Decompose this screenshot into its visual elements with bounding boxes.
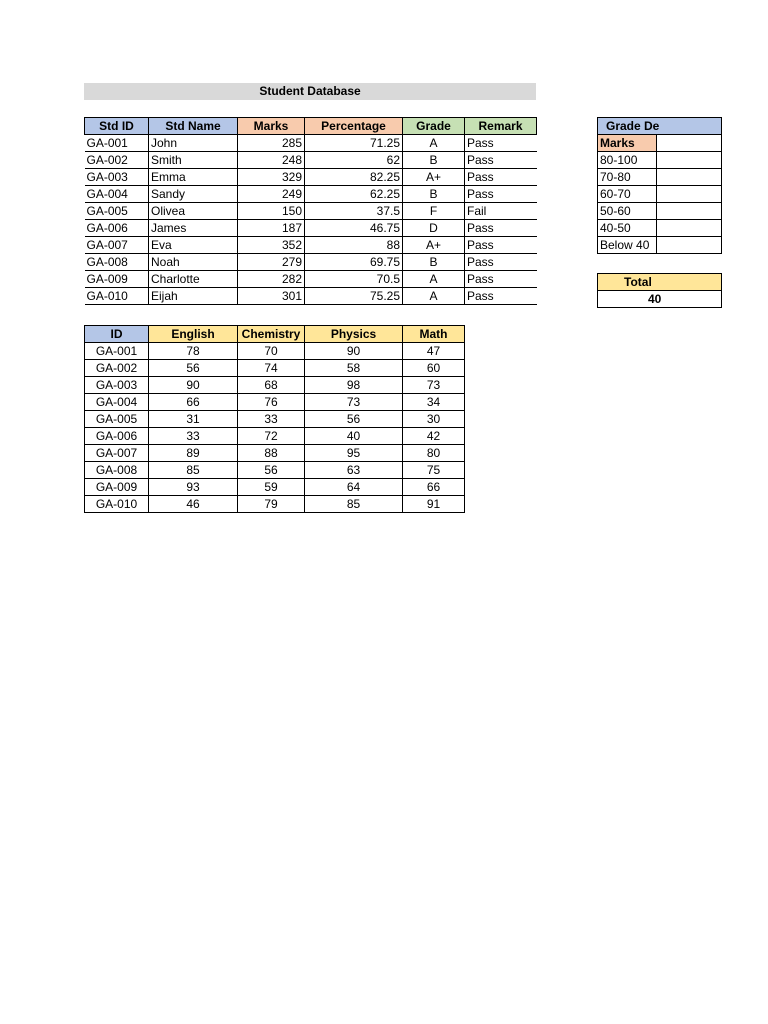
table-row [85, 288, 537, 305]
cell-std-id[interactable]: GA-010 [85, 288, 149, 305]
cell-grade[interactable]: A [403, 271, 465, 288]
cell-chemistry[interactable]: 59 [238, 479, 305, 496]
cell-marks[interactable]: 150 [238, 203, 305, 220]
grade-empty-cell[interactable] [657, 220, 722, 237]
cell-percentage[interactable]: 46.75 [305, 220, 403, 237]
cell-physics[interactable]: 58 [305, 360, 403, 377]
table-row [85, 220, 537, 237]
cell-physics[interactable]: 90 [305, 343, 403, 360]
cell-grade[interactable]: A [403, 288, 465, 305]
grade-range-cell[interactable]: 50-60 [598, 203, 657, 220]
cell-math[interactable]: 66 [403, 479, 465, 496]
cell-remark[interactable]: Fail [465, 203, 537, 220]
cell-chemistry[interactable]: 33 [238, 411, 305, 428]
cell-std-id[interactable]: GA-006 [85, 220, 149, 237]
cell-physics[interactable]: 85 [305, 496, 403, 513]
cell-id[interactable]: GA-004 [85, 394, 149, 411]
table-row [85, 271, 537, 288]
table-row [85, 360, 465, 377]
subject-table-header-row [85, 326, 465, 343]
cell-std-name[interactable]: Eijah [149, 288, 238, 305]
cell-math[interactable]: 75 [403, 462, 465, 479]
cell-math[interactable]: 47 [403, 343, 465, 360]
cell-id[interactable]: GA-009 [85, 479, 149, 496]
cell-std-id[interactable]: GA-004 [85, 186, 149, 203]
cell-math[interactable]: 30 [403, 411, 465, 428]
cell-marks[interactable]: 282 [238, 271, 305, 288]
cell-chemistry[interactable]: 68 [238, 377, 305, 394]
cell-percentage[interactable]: 62.25 [305, 186, 403, 203]
table-row [85, 186, 537, 203]
header-physics[interactable]: Physics [305, 326, 403, 343]
cell-english[interactable]: 85 [149, 462, 238, 479]
cell-std-name[interactable]: Smith [149, 152, 238, 169]
cell-percentage[interactable]: 75.25 [305, 288, 403, 305]
table-row [85, 237, 537, 254]
grade-range-cell[interactable]: 40-50 [598, 220, 657, 237]
table-row [85, 377, 465, 394]
table-row [85, 169, 537, 186]
cell-math[interactable]: 91 [403, 496, 465, 513]
cell-math[interactable]: 42 [403, 428, 465, 445]
grade-empty-cell[interactable] [657, 186, 722, 203]
grade-marks-subheader[interactable]: Marks [598, 135, 657, 152]
cell-id[interactable]: GA-002 [85, 360, 149, 377]
cell-math[interactable]: 73 [403, 377, 465, 394]
cell-std-name[interactable]: Emma [149, 169, 238, 186]
cell-math[interactable]: 80 [403, 445, 465, 462]
cell-physics[interactable]: 95 [305, 445, 403, 462]
cell-remark[interactable]: Pass [465, 237, 537, 254]
cell-id[interactable]: GA-003 [85, 377, 149, 394]
cell-physics[interactable]: 64 [305, 479, 403, 496]
cell-id[interactable]: GA-008 [85, 462, 149, 479]
cell-grade[interactable]: B [403, 186, 465, 203]
cell-remark[interactable]: Pass [465, 169, 537, 186]
grade-empty-cell[interactable] [657, 169, 722, 186]
table-row [85, 254, 537, 271]
cell-physics[interactable]: 40 [305, 428, 403, 445]
cell-chemistry[interactable]: 70 [238, 343, 305, 360]
total-panel [597, 273, 722, 309]
cell-std-id[interactable]: GA-002 [85, 152, 149, 169]
cell-id[interactable]: GA-006 [85, 428, 149, 445]
subject-table-body [85, 343, 465, 513]
list-item [598, 220, 722, 237]
header-english[interactable]: English [149, 326, 238, 343]
grade-description-body [598, 135, 722, 254]
header-std-id[interactable]: Std ID [85, 118, 149, 135]
cell-percentage[interactable]: 71.25 [305, 135, 403, 152]
table-row [85, 428, 465, 445]
table-row [85, 152, 537, 169]
cell-chemistry[interactable]: 79 [238, 496, 305, 513]
grade-empty-cell[interactable] [657, 152, 722, 169]
list-item [598, 169, 722, 186]
cell-marks[interactable]: 352 [238, 237, 305, 254]
cell-std-name[interactable]: Sandy [149, 186, 238, 203]
cell-remark[interactable]: Pass [465, 220, 537, 237]
cell-marks[interactable]: 285 [238, 135, 305, 152]
cell-grade[interactable]: B [403, 254, 465, 271]
cell-grade[interactable]: A+ [403, 169, 465, 186]
cell-chemistry[interactable]: 88 [238, 445, 305, 462]
cell-remark[interactable]: Pass [465, 152, 537, 169]
table-row [85, 343, 465, 360]
header-marks[interactable]: Marks [238, 118, 305, 135]
table-row [85, 496, 465, 513]
cell-id[interactable]: GA-005 [85, 411, 149, 428]
cell-english[interactable]: 93 [149, 479, 238, 496]
cell-marks[interactable]: 329 [238, 169, 305, 186]
cell-math[interactable]: 60 [403, 360, 465, 377]
list-item [598, 203, 722, 220]
cell-english[interactable]: 66 [149, 394, 238, 411]
table-row [85, 445, 465, 462]
cell-math[interactable]: 34 [403, 394, 465, 411]
main-table-body [85, 135, 537, 305]
header-id[interactable]: ID [85, 326, 149, 343]
cell-percentage[interactable]: 70.5 [305, 271, 403, 288]
grade-description-panel [597, 117, 722, 267]
cell-physics[interactable]: 98 [305, 377, 403, 394]
header-std-name[interactable]: Std Name [149, 118, 238, 135]
cell-marks[interactable]: 279 [238, 254, 305, 271]
cell-english[interactable]: 78 [149, 343, 238, 360]
cell-std-name[interactable]: Eva [149, 237, 238, 254]
total-header[interactable]: Total [598, 274, 722, 291]
cell-english[interactable]: 33 [149, 428, 238, 445]
cell-percentage[interactable]: 88 [305, 237, 403, 254]
grade-empty-cell[interactable] [657, 237, 722, 254]
table-row [85, 135, 537, 152]
grade-range-cell[interactable]: 80-100 [598, 152, 657, 169]
cell-english[interactable]: 56 [149, 360, 238, 377]
table-row [85, 203, 537, 220]
table-row [85, 394, 465, 411]
cell-std-name[interactable]: James [149, 220, 238, 237]
grade-empty-cell[interactable] [657, 203, 722, 220]
list-item [598, 152, 722, 169]
cell-marks[interactable]: 248 [238, 152, 305, 169]
cell-std-name[interactable]: Olivea [149, 203, 238, 220]
header-percentage[interactable]: Percentage [305, 118, 403, 135]
cell-remark[interactable]: Pass [465, 288, 537, 305]
cell-id[interactable]: GA-007 [85, 445, 149, 462]
cell-chemistry[interactable]: 56 [238, 462, 305, 479]
cell-physics[interactable]: 73 [305, 394, 403, 411]
cell-std-name[interactable]: Noah [149, 254, 238, 271]
cell-percentage[interactable]: 37.5 [305, 203, 403, 220]
grade-range-cell[interactable]: 70-80 [598, 169, 657, 186]
cell-percentage[interactable]: 69.75 [305, 254, 403, 271]
grade-range-cell[interactable]: Below 40 [598, 237, 657, 254]
cell-std-id[interactable]: GA-009 [85, 271, 149, 288]
main-table-header-row [85, 118, 537, 135]
cell-remark[interactable]: Pass [465, 186, 537, 203]
cell-grade[interactable]: D [403, 220, 465, 237]
cell-std-id[interactable]: GA-003 [85, 169, 149, 186]
header-math[interactable]: Math [403, 326, 465, 343]
cell-grade[interactable]: F [403, 203, 465, 220]
cell-std-id[interactable]: GA-007 [85, 237, 149, 254]
cell-marks[interactable]: 187 [238, 220, 305, 237]
cell-english[interactable]: 89 [149, 445, 238, 462]
subject-marks-table [84, 325, 465, 513]
grade-description-header[interactable]: Grade De [598, 118, 722, 135]
cell-percentage[interactable]: 82.25 [305, 169, 403, 186]
grade-empty-cell[interactable] [657, 135, 722, 152]
header-remark[interactable]: Remark [465, 118, 537, 135]
cell-std-id[interactable]: GA-008 [85, 254, 149, 271]
table-row [85, 411, 465, 428]
cell-grade[interactable]: B [403, 152, 465, 169]
cell-marks[interactable]: 301 [238, 288, 305, 305]
header-chemistry[interactable]: Chemistry [238, 326, 305, 343]
cell-chemistry[interactable]: 72 [238, 428, 305, 445]
cell-marks[interactable]: 249 [238, 186, 305, 203]
cell-remark[interactable]: Pass [465, 271, 537, 288]
cell-id[interactable]: GA-010 [85, 496, 149, 513]
table-row [85, 479, 465, 496]
total-value[interactable]: 40 [598, 291, 722, 308]
cell-grade[interactable]: A [403, 135, 465, 152]
table-row [85, 462, 465, 479]
cell-percentage[interactable]: 62 [305, 152, 403, 169]
total-table [597, 273, 722, 308]
cell-remark[interactable]: Pass [465, 254, 537, 271]
list-item [598, 237, 722, 254]
cell-std-name[interactable]: John [149, 135, 238, 152]
cell-english[interactable]: 31 [149, 411, 238, 428]
cell-chemistry[interactable]: 76 [238, 394, 305, 411]
cell-english[interactable]: 90 [149, 377, 238, 394]
cell-std-name[interactable]: Charlotte [149, 271, 238, 288]
cell-remark[interactable]: Pass [465, 135, 537, 152]
cell-std-id[interactable]: GA-001 [85, 135, 149, 152]
sheet-title: Student Database [84, 83, 536, 100]
student-main-table [84, 117, 537, 305]
cell-id[interactable]: GA-001 [85, 343, 149, 360]
cell-chemistry[interactable]: 74 [238, 360, 305, 377]
cell-physics[interactable]: 56 [305, 411, 403, 428]
cell-std-id[interactable]: GA-005 [85, 203, 149, 220]
grade-range-cell[interactable]: 60-70 [598, 186, 657, 203]
cell-physics[interactable]: 63 [305, 462, 403, 479]
header-grade[interactable]: Grade [403, 118, 465, 135]
grade-description-table [597, 117, 722, 254]
cell-english[interactable]: 46 [149, 496, 238, 513]
cell-grade[interactable]: A+ [403, 237, 465, 254]
list-item [598, 186, 722, 203]
